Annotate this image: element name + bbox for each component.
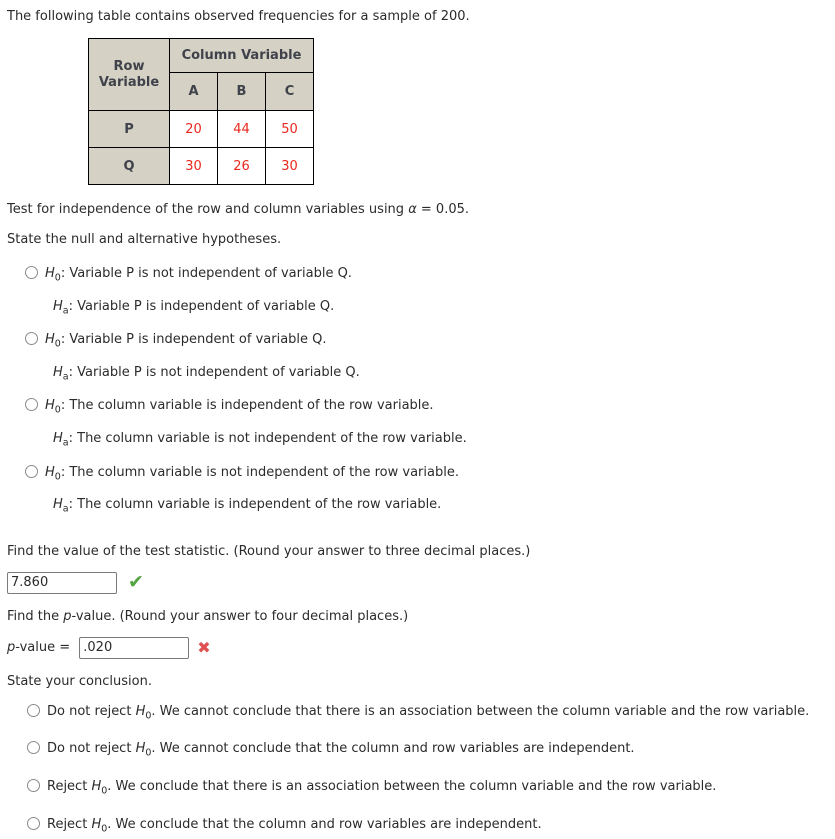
hypothesis-option-1-null-line: [25, 260, 827, 293]
conclusion-lead: Reject: [47, 778, 92, 794]
p-value-prompt-pre: Find the: [7, 608, 64, 624]
table-row-q: [89, 148, 314, 185]
ha-subscript: a: [62, 437, 69, 449]
alt-hypothesis-text: The column variable is independent of the row variable.: [77, 497, 442, 513]
ha-subscript: a: [62, 371, 69, 383]
conclusion-option-4: [27, 815, 827, 839]
h0-subscript: 0: [54, 338, 61, 350]
cell-q-a: 30: [170, 148, 218, 185]
p-value-input[interactable]: [79, 637, 189, 659]
hypotheses-prompt: State the null and alternative hypotheses.: [7, 232, 282, 247]
h-symbol: H: [53, 364, 63, 380]
hypothesis-option-2-null-line: [25, 326, 827, 359]
row-label-p: P: [89, 111, 170, 148]
hypothesis-option-3-radio[interactable]: [25, 398, 38, 411]
hypothesis-option-2-radio[interactable]: [25, 332, 38, 345]
h-symbol: H: [53, 298, 63, 314]
incorrect-x-icon: ✖: [197, 637, 211, 657]
ha-subscript: a: [62, 503, 69, 515]
table-row-p: [89, 111, 314, 148]
cell-q-c: 30: [266, 148, 314, 185]
h0-subscript: 0: [54, 471, 61, 483]
h-symbol: H: [45, 266, 55, 281]
hypothesis-option-3: [25, 392, 827, 457]
h-symbol: H: [53, 497, 63, 513]
cell-p-b: 44: [218, 111, 266, 148]
separator: :: [68, 430, 78, 446]
hypothesis-option-4-null-line: [25, 459, 827, 492]
h-symbol: H: [53, 430, 63, 446]
correct-check-icon: ✔: [128, 571, 144, 594]
null-hypothesis-text: The column variable is not independent of the row variable.: [69, 464, 459, 480]
cell-q-b: 26: [218, 148, 266, 185]
h-symbol: H: [45, 332, 55, 348]
p-value-label: [7, 640, 74, 655]
conclusion-option-1-radio[interactable]: [27, 704, 40, 717]
h0-subscript: 0: [145, 747, 152, 759]
p-value-label-suffix: -value =: [15, 640, 75, 656]
h-symbol: H: [135, 741, 146, 757]
conclusion-lead: Reject: [47, 816, 92, 832]
h0-subscript: 0: [54, 404, 61, 416]
h0-subscript: 0: [145, 710, 152, 722]
column-header-b: B: [218, 73, 266, 111]
table-header-row-1: [89, 39, 314, 73]
alt-hypothesis-text: Variable P is not independent of variable Q.: [77, 364, 360, 380]
hypothesis-option-4-radio[interactable]: [25, 465, 38, 478]
conclusion-option-2-radio[interactable]: [27, 741, 40, 754]
h-symbol: H: [91, 778, 102, 794]
hypothesis-option-1: [25, 260, 827, 325]
separator: :: [60, 266, 70, 281]
hypothesis-option-4: [25, 459, 827, 524]
null-hypothesis-text: Variable P is independent of variable Q.: [69, 332, 327, 348]
h0-subscript: 0: [101, 785, 108, 797]
cell-p-c: 50: [266, 111, 314, 148]
alt-hypothesis-text: Variable P is independent of variable Q.: [77, 298, 335, 314]
hypothesis-option-3-null-line: [25, 392, 827, 425]
h-symbol: H: [45, 464, 55, 480]
conclusion-text: . We cannot conclude that there is an association between the column variable and the row variable.: [151, 703, 810, 719]
null-hypothesis-text: Variable P is not independent of variable Q.: [69, 266, 352, 281]
p-symbol: p: [7, 640, 16, 656]
conclusion-option-4-radio[interactable]: [27, 817, 40, 830]
test-statistic-input[interactable]: [7, 572, 117, 594]
alt-hypothesis-text: The column variable is not independent of the row variable.: [77, 430, 467, 446]
separator: :: [68, 497, 78, 513]
conclusion-text: . We cannot conclude that the column and row variables are independent.: [151, 741, 635, 757]
frequency-table: [88, 38, 314, 185]
separator: :: [60, 398, 70, 414]
conclusion-options: [7, 702, 827, 839]
conclusion-option-2: [27, 739, 827, 764]
separator: :: [68, 298, 78, 314]
hypothesis-option-1-alt-line: [25, 293, 827, 326]
column-header-a: A: [170, 73, 218, 111]
test-instruction-pre: Test for independence of the row and column variables using: [7, 202, 409, 217]
hypothesis-option-3-alt-line: [25, 425, 827, 458]
conclusion-prompt: State your conclusion.: [7, 673, 152, 689]
hypothesis-option-2-alt-line: [25, 359, 827, 392]
hypothesis-option-1-radio[interactable]: [25, 266, 38, 279]
test-statistic-answer-row: [7, 572, 827, 594]
test-instruction: [7, 202, 827, 217]
hypothesis-option-4-alt-line: [25, 491, 827, 524]
p-value-prompt-post: -value. (Round your answer to four decimal places.): [71, 608, 409, 624]
p-value-prompt: [7, 609, 827, 624]
h-symbol: H: [135, 703, 146, 719]
row-variable-header: Row Variable: [89, 39, 170, 111]
row-label-q: Q: [89, 148, 170, 185]
h-symbol: H: [91, 816, 102, 832]
h0-subscript: 0: [54, 272, 61, 284]
conclusion-lead: Do not reject: [47, 741, 136, 757]
p-symbol: p: [63, 608, 72, 624]
separator: :: [60, 332, 70, 348]
separator: :: [68, 364, 78, 380]
alpha-symbol: α: [408, 202, 417, 217]
conclusion-text: . We conclude that the column and row variables are independent.: [107, 816, 542, 832]
ha-subscript: a: [62, 305, 69, 317]
null-hypothesis-text: The column variable is independent of the row variable.: [69, 398, 434, 414]
test-statistic-prompt: Find the value of the test statistic. (Round your answer to three decimal places.): [7, 543, 531, 559]
hypothesis-option-2: [25, 326, 827, 391]
conclusion-text: . We conclude that there is an association between the column variable and the row variable.: [107, 778, 717, 794]
hypotheses-options: [7, 260, 827, 524]
cell-p-a: 20: [170, 111, 218, 148]
test-instruction-post: = 0.05.: [416, 202, 470, 217]
column-variable-header: Column Variable: [170, 39, 314, 73]
h0-subscript: 0: [101, 823, 108, 835]
p-value-answer-row: [7, 637, 827, 659]
conclusion-lead: Do not reject: [47, 703, 136, 719]
conclusion-option-1: [27, 702, 827, 727]
column-header-c: C: [266, 73, 314, 111]
h-symbol: H: [45, 398, 55, 414]
intro-text: The following table contains observed frequencies for a sample of 200.: [7, 9, 470, 24]
separator: :: [60, 464, 70, 480]
